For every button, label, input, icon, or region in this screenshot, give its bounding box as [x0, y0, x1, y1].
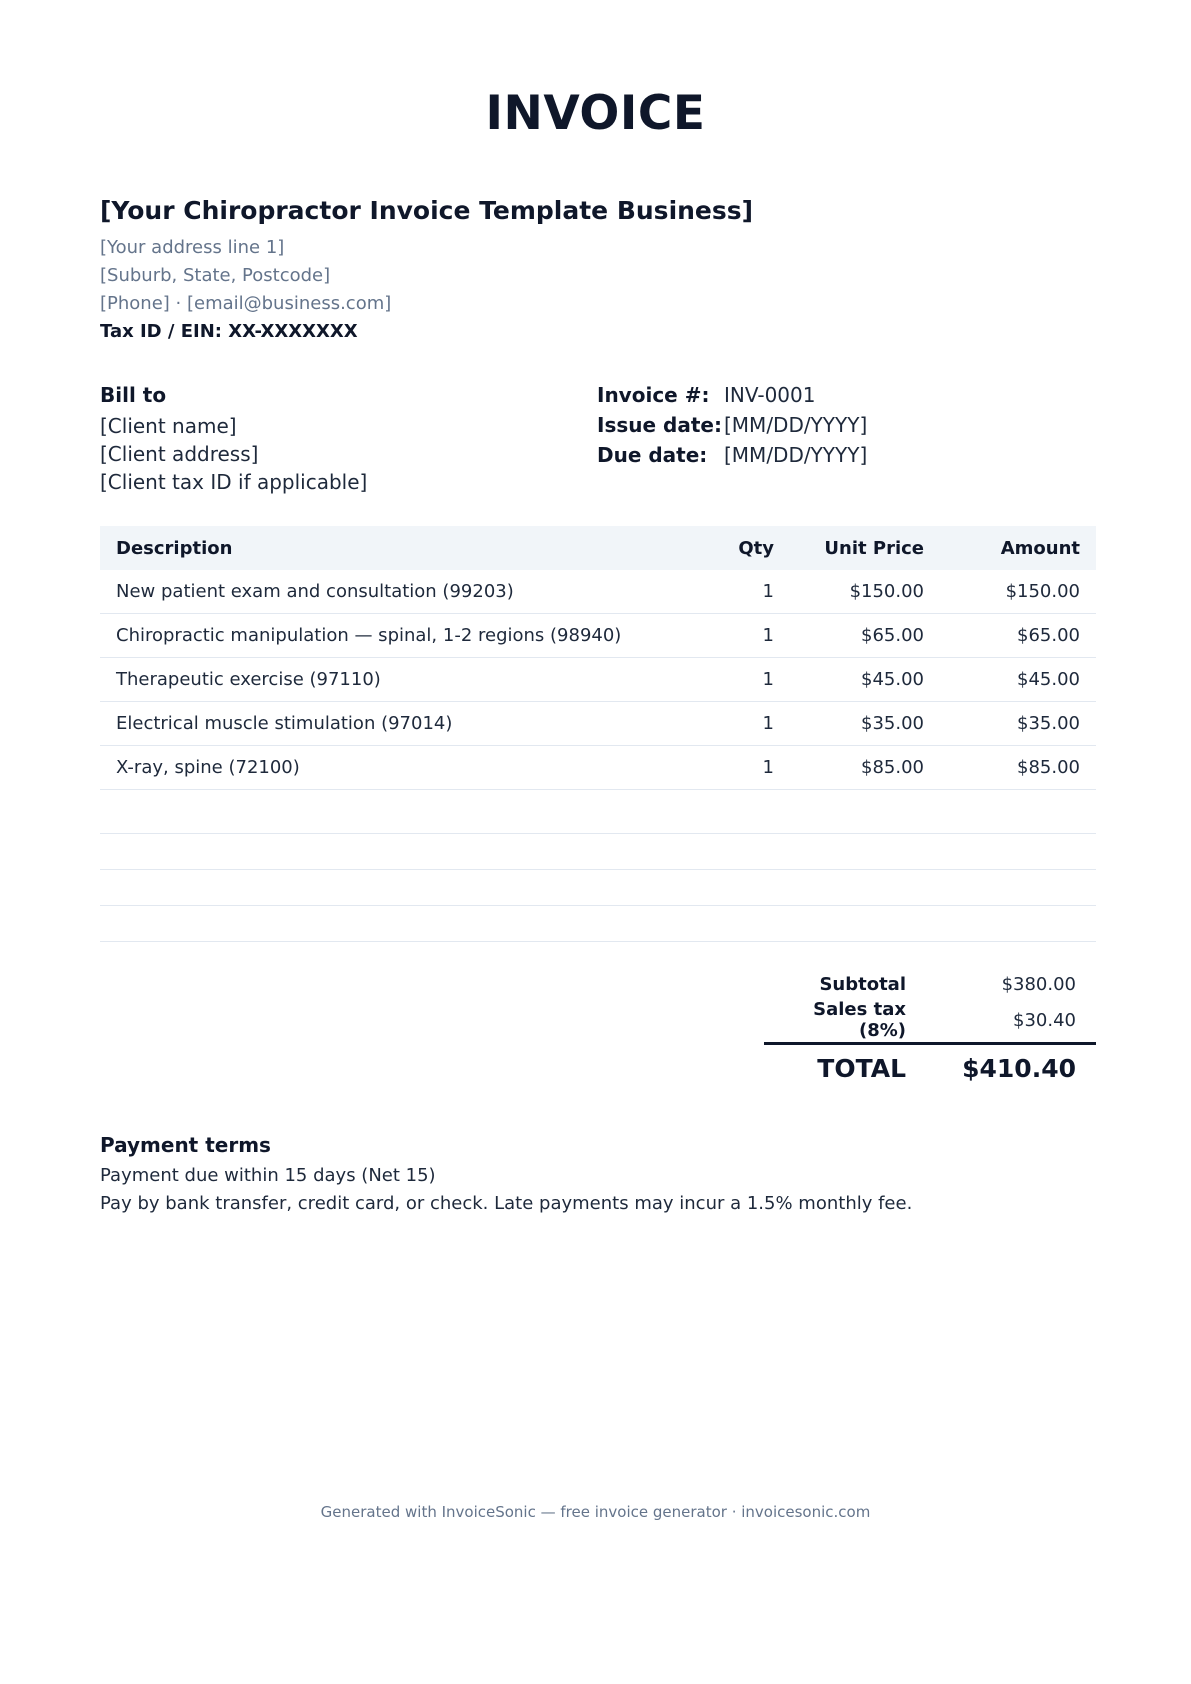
total-value: $410.40 — [962, 1053, 1076, 1083]
payment-terms-section — [100, 1130, 1090, 1218]
due-date-row — [597, 440, 1017, 470]
item-amount: $85.00 — [940, 746, 1096, 790]
table-row — [100, 746, 1096, 790]
table-row — [100, 702, 1096, 746]
due-date-label: Due date: — [597, 443, 708, 467]
item-amount: $35.00 — [940, 702, 1096, 746]
item-unit-price: $85.00 — [790, 746, 940, 790]
item-qty: 1 — [688, 570, 790, 614]
footer-text: Generated with InvoiceSonic — free invoice generator · invoicesonic.com — [320, 1503, 871, 1521]
total-label: TOTAL — [817, 1053, 906, 1083]
total-row — [764, 1045, 1096, 1091]
item-amount: $45.00 — [940, 658, 1096, 702]
business-address-line2: [Suburb, State, Postcode] — [100, 265, 331, 286]
payment-terms-line1: Payment due within 15 days (Net 15) — [100, 1165, 436, 1186]
payment-terms-line2: Pay by bank transfer, credit card, or check. Late payments may incur a 1.5% monthly fee. — [100, 1193, 913, 1214]
line-items-table — [100, 526, 1096, 942]
empty-table-row — [100, 870, 1096, 906]
tax-row — [764, 999, 1096, 1041]
business-contact: [Phone] · [email@business.com] — [100, 293, 392, 314]
item-description: Electrical muscle stimulation (97014) — [100, 702, 688, 746]
client-tax-id: [Client tax ID if applicable] — [100, 470, 368, 494]
header-qty: Qty — [688, 526, 790, 570]
item-qty: 1 — [688, 658, 790, 702]
empty-table-row — [100, 906, 1096, 942]
client-address: [Client address] — [100, 442, 259, 466]
table-row — [100, 614, 1096, 658]
item-amount: $150.00 — [940, 570, 1096, 614]
header-description: Description — [100, 526, 688, 570]
invoice-meta — [597, 380, 1017, 470]
invoice-number-label: Invoice #: — [597, 383, 710, 407]
subtotal-label: Subtotal — [819, 973, 906, 995]
item-description: New patient exam and consultation (99203) — [100, 570, 688, 614]
business-address-line1: [Your address line 1] — [100, 237, 285, 258]
item-description: Therapeutic exercise (97110) — [100, 658, 688, 702]
table-header-row — [100, 526, 1096, 570]
item-unit-price: $65.00 — [790, 614, 940, 658]
item-description: X-ray, spine (72100) — [100, 746, 688, 790]
issue-date-label: Issue date: — [597, 413, 722, 437]
empty-table-row — [100, 834, 1096, 870]
invoice-number-value: INV-0001 — [724, 383, 816, 407]
item-unit-price: $45.00 — [790, 658, 940, 702]
header-amount: Amount — [940, 526, 1096, 570]
issue-date-value: [MM/DD/YYYY] — [724, 413, 868, 437]
table-row — [100, 570, 1096, 614]
empty-table-row — [100, 790, 1096, 834]
bill-to-heading: Bill to — [100, 383, 167, 407]
business-tax-id: Tax ID / EIN: XX-XXXXXXX — [100, 321, 358, 342]
bill-to-section — [100, 380, 580, 496]
header-unit-price: Unit Price — [790, 526, 940, 570]
subtotal-row — [764, 966, 1096, 1002]
item-unit-price: $35.00 — [790, 702, 940, 746]
item-qty: 1 — [688, 746, 790, 790]
tax-label: Sales tax (8%) — [813, 999, 906, 1041]
item-description: Chiropractic manipulation — spinal, 1-2 regions (98940) — [100, 614, 688, 658]
business-name: [Your Chiropractor Invoice Template Business] — [100, 196, 754, 225]
invoice-number-row — [597, 380, 1017, 410]
totals-section — [764, 966, 1096, 1091]
due-date-value: [MM/DD/YYYY] — [724, 443, 868, 467]
item-qty: 1 — [688, 702, 790, 746]
item-qty: 1 — [688, 614, 790, 658]
table-row — [100, 658, 1096, 702]
business-info — [100, 194, 1000, 346]
issue-date-row — [597, 410, 1017, 440]
tax-value: $30.40 — [1013, 1009, 1076, 1031]
subtotal-value: $380.00 — [1001, 973, 1076, 995]
item-unit-price: $150.00 — [790, 570, 940, 614]
payment-terms-heading: Payment terms — [100, 1133, 271, 1157]
item-amount: $65.00 — [940, 614, 1096, 658]
client-name: [Client name] — [100, 414, 237, 438]
invoice-title: INVOICE — [485, 86, 706, 141]
